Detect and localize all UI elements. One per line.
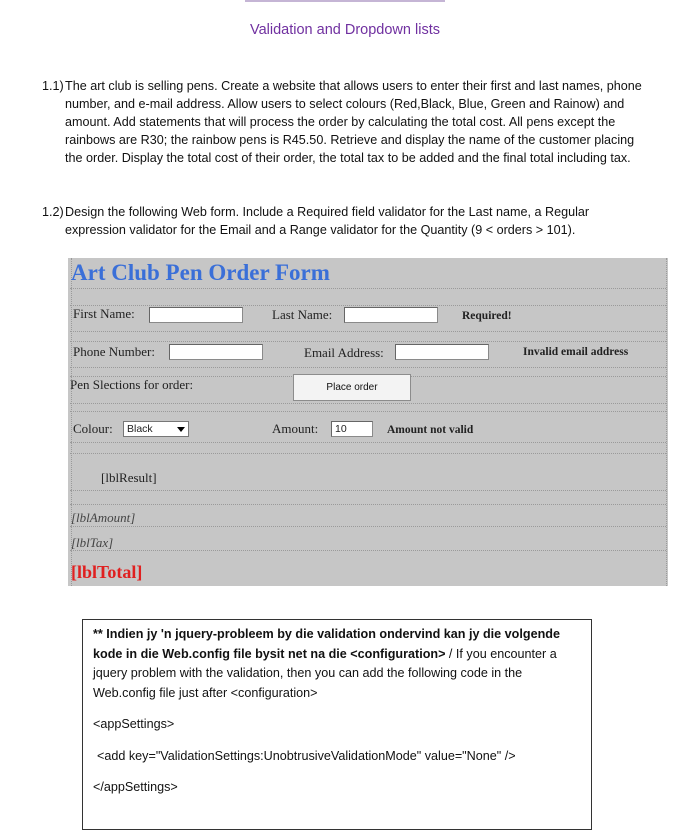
jquery-note-box	[82, 619, 592, 830]
note-normal-text: / If you encounter a jquery problem with the validation, then you can add the following code in the Web.config file just after <configuration>	[93, 646, 557, 700]
first-name-label: First Name:	[73, 306, 135, 321]
page-subtitle: Validation and Dropdown lists	[250, 22, 440, 38]
colour-dropdown[interactable]	[123, 421, 189, 437]
grid-line	[70, 504, 666, 506]
email-input[interactable]	[395, 344, 489, 360]
grid-line	[666, 258, 668, 586]
grid-line	[70, 453, 666, 455]
grid-line	[70, 403, 666, 405]
grid-line	[70, 411, 666, 413]
code-add-key: <add key="ValidationSettings:UnobtrusiveValidationMode" value="None" />	[97, 748, 516, 763]
note-paragraph	[93, 625, 581, 703]
grid-line	[70, 331, 666, 333]
order-form-panel	[68, 258, 668, 586]
amount-output-label: [lblAmount]	[71, 510, 136, 525]
phone-input[interactable]	[169, 344, 263, 360]
code-appsettings-close: </appSettings>	[93, 780, 178, 794]
first-name-input[interactable]	[149, 307, 243, 323]
colour-selected-value: Black	[127, 423, 153, 435]
last-name-required-validator: Required!	[462, 310, 512, 322]
chevron-down-icon[interactable]	[174, 422, 188, 436]
pen-selections-label: Pen Slections for order:	[70, 377, 194, 392]
last-name-label: Last Name:	[272, 307, 333, 322]
tax-output-label: [lblTax]	[71, 535, 114, 550]
question-1-2	[42, 203, 652, 239]
grid-line	[70, 550, 666, 552]
grid-line	[70, 341, 666, 343]
code-appsettings-open: <appSettings>	[93, 717, 175, 731]
grid-line	[70, 442, 666, 444]
last-name-input[interactable]	[344, 307, 438, 323]
amount-label: Amount:	[272, 421, 319, 436]
top-accent-line	[245, 0, 445, 2]
grid-line	[70, 288, 666, 290]
amount-range-validator: Amount not valid	[387, 424, 474, 436]
note-bold-text: ** Indien jy 'n jquery-probleem by die validation ondervind kan jy die volgende kode in die Web.config file bysit net na die <configuration>	[93, 627, 560, 661]
question-text: The art club is selling pens. Create a website that allows users to enter their first and last names, phone number, and e-mail address. Allow users to select colours (Red,Black, Blue, Green and Rainow) and amount. Add statements that will process the order by calculating the total cost. All pens except the rainbows are R30; the rainbow pens is R45.50. Retrieve and display the name of the customer placing the order. Display the total cost of their order, the total tax to be added and the final total including tax.	[65, 79, 642, 165]
phone-label: Phone Number:	[73, 344, 155, 359]
grid-line	[70, 490, 666, 492]
form-title: Art Club Pen Order Form	[71, 260, 330, 285]
grid-line	[70, 367, 666, 369]
colour-label: Colour:	[73, 421, 113, 436]
amount-input[interactable]: 10	[331, 421, 373, 437]
question-text: Design the following Web form. Include a Required field validator for the Last name, a Regular expression validator for the Email and a Range validator for the Quantity (9 < orders > 101).	[65, 205, 590, 237]
question-number: 1.1)	[42, 79, 64, 93]
question-number: 1.2)	[42, 205, 64, 219]
email-label: Email Address:	[304, 345, 384, 360]
place-order-button[interactable]: Place order	[293, 374, 411, 401]
grid-line	[70, 526, 666, 528]
email-regex-validator: Invalid email address	[523, 346, 629, 358]
question-1-1	[42, 77, 652, 167]
total-output-label: [lblTotal]	[71, 562, 143, 582]
result-label: [lblResult]	[101, 470, 157, 485]
